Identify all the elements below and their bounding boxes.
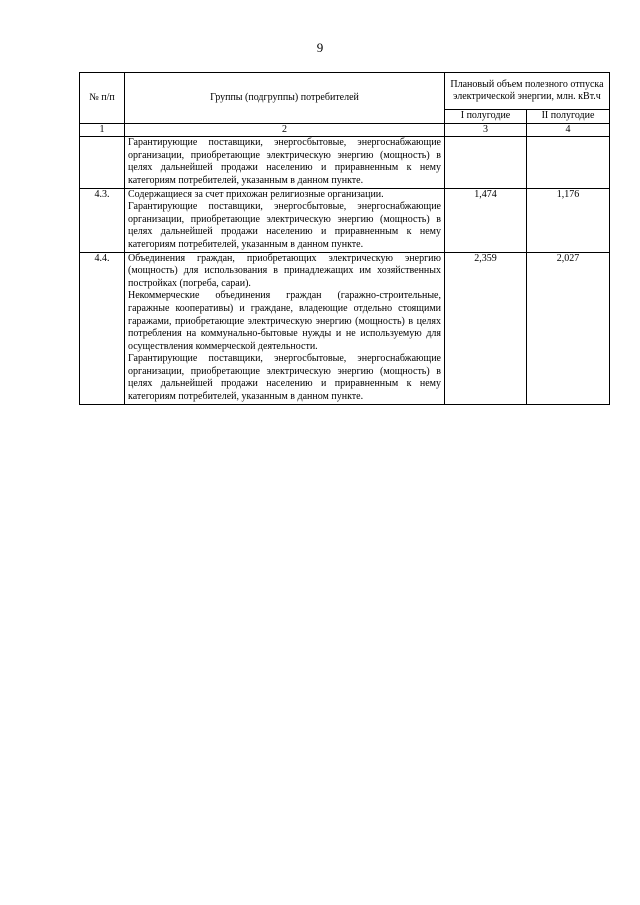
row-paragraph: Гарантирующие поставщики, энергосбытовые, энергоснабжающие организации, приобретающие электрическую энергию (мощность) в целях дальнейшей продажи населению и приравненным к нему категориям потребителей, указанным в данном пункте.	[128, 137, 441, 186]
row-description	[125, 137, 445, 188]
header-row	[80, 73, 610, 110]
index-cell: 3	[445, 123, 527, 137]
row-paragraph: Содержащиеся за счет прихожан религиозные организации.	[128, 188, 384, 200]
row-description	[125, 252, 445, 404]
header-groups: Группы (подгруппы) потребителей	[125, 73, 445, 124]
row-number: 4.3.	[80, 188, 125, 252]
table-row	[80, 252, 610, 404]
header-number: № п/п	[80, 73, 125, 124]
row-value-h2: 1,176	[527, 188, 610, 252]
row-value-h2: 2,027	[527, 252, 610, 404]
row-value-h1	[445, 137, 527, 188]
index-cell: 4	[527, 123, 610, 137]
row-number: 4.4.	[80, 252, 125, 404]
row-value-h1: 1,474	[445, 188, 527, 252]
row-value-h1: 2,359	[445, 252, 527, 404]
index-cell: 2	[125, 123, 445, 137]
row-number	[80, 137, 125, 188]
header-half1: I полугодие	[445, 110, 527, 124]
table-row	[80, 137, 610, 188]
row-paragraph: Объединения граждан, приобретающих электрическую энергию (мощность) для использования в принадлежащих им хозяйственных постройках (погреба, сараи).	[128, 252, 441, 289]
row-paragraph: Гарантирующие поставщики, энергосбытовые, энергоснабжающие организации, приобретающие электрическую энергию (мощность) в целях дальнейшей продажи населению и приравненным к нему категориям потребителей, указанным в данном пункте.	[128, 201, 441, 250]
index-cell: 1	[80, 123, 125, 137]
index-row	[80, 123, 610, 137]
header-volume: Плановый объем полезного отпуска электрической энергии, млн. кВт.ч	[445, 73, 610, 110]
row-paragraph: Гарантирующие поставщики, энергосбытовые, энергоснабжающие организации, приобретающие электрическую энергию (мощность) в целях дальнейшей продажи населению и приравненным к нему категориям потребителей, указанным в данном пункте.	[128, 353, 441, 403]
header-half2: II полугодие	[527, 110, 610, 124]
page-number: 9	[316, 40, 324, 55]
row-value-h2	[527, 137, 610, 188]
row-paragraph: Некоммерческие объединения граждан (гаражно-строительные, гаражные кооперативы) и граждане, владеющие отдельно стоящими гаражами, приобретающие электрическую энергию (мощность) в целях потребления на коммунально-бытовые нужды и не используемую для осуществления коммерческой деятельности.	[128, 290, 441, 352]
row-description	[125, 188, 445, 252]
table-row	[80, 188, 610, 252]
consumption-table	[79, 72, 610, 405]
